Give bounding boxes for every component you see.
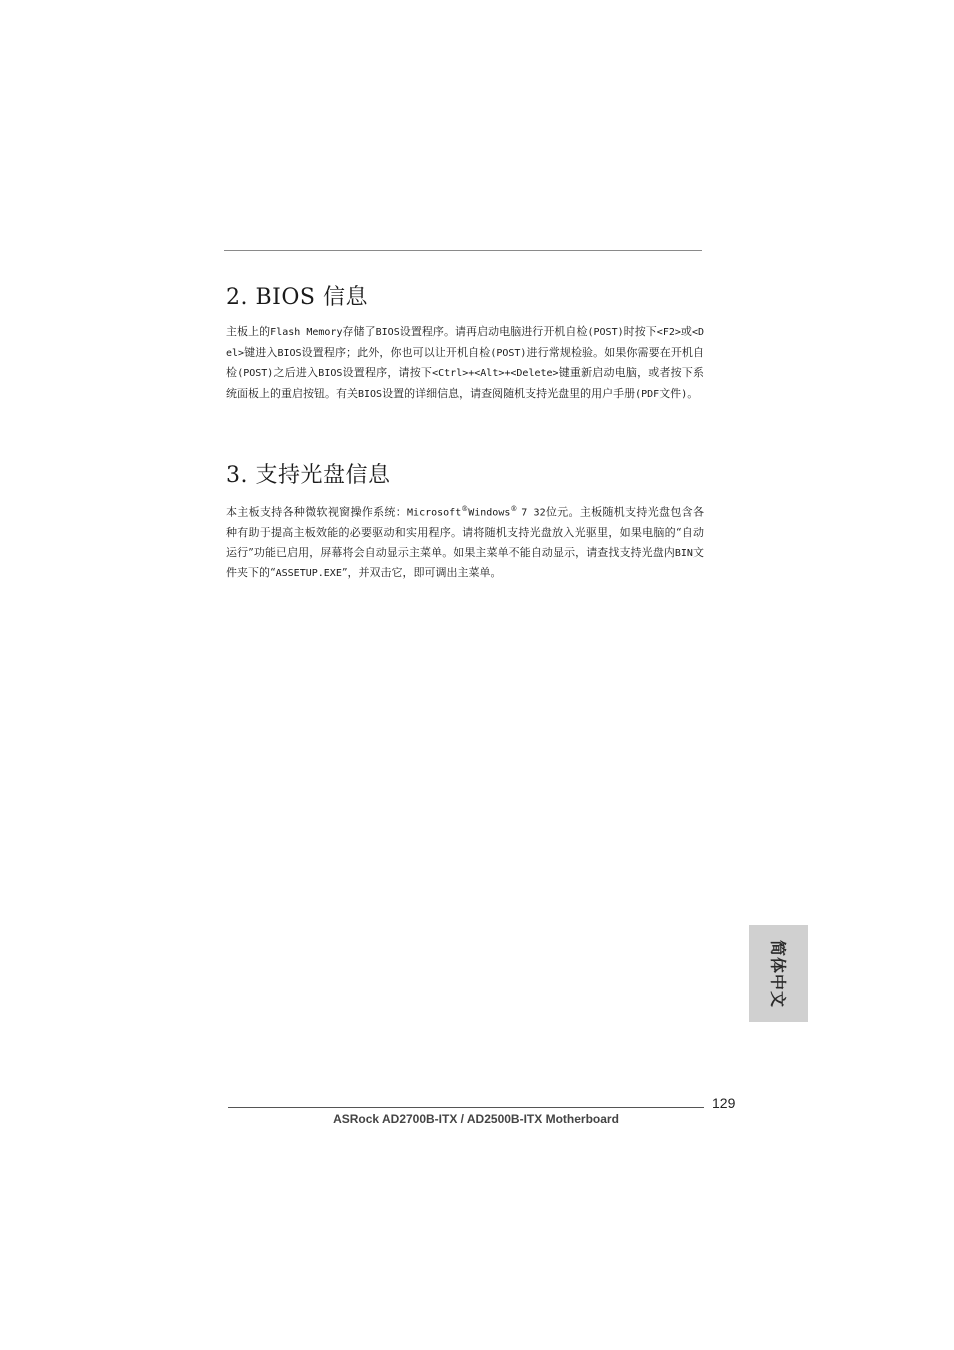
footer-product-title: ASRock AD2700B-ITX / AD2500B-ITX Motherboard xyxy=(333,1112,619,1126)
section-body-bios: 主板上的Flash Memory存储了BIOS设置程序。请再启动电脑进行开机自检(POST)时按下<F2>或<Del>键进入BIOS设置程序；此外，你也可以让开机自检(POST)进行常规检验。如果你需要在开机自检(POST)之后进入BIOS设置程序，请按下<Ctrl>+<Alt>+<Delete>键重新启动电脑，或者按下系统面板上的重启按钮。有关BIOS设置的详细信息，请查阅随机支持光盘里的用户手册(PDF文件)。 xyxy=(226,325,705,400)
section-support-cd-info xyxy=(226,461,704,584)
footer-divider xyxy=(228,1107,704,1108)
page-number: 129 xyxy=(712,1095,736,1111)
top-divider xyxy=(224,250,702,251)
language-tab xyxy=(749,925,808,1022)
section-bios-info xyxy=(226,283,704,404)
section-body-support-cd: 本主板支持各种微软视窗操作系统：Microsoft®Windows® 7 32位元。主板随机支持光盘包含各种有助于提高主板效能的必要驱动和实用程序。请将随机支持光盘放入光驱里，如果电脑的“自动运行”功能已启用，屏幕将会自动显示主菜单。如果主菜单不能自动显示，请查找支持光盘内BIN文件夹下的“ASSETUP.EXE”，并双击它，即可调出主菜单。 xyxy=(226,505,705,580)
section-title-bios: 2. BIOS 信息 xyxy=(226,285,368,310)
language-tab-label: 简体中文 xyxy=(768,939,787,1008)
section-title-support-cd: 3. 支持光盘信息 xyxy=(226,463,391,488)
